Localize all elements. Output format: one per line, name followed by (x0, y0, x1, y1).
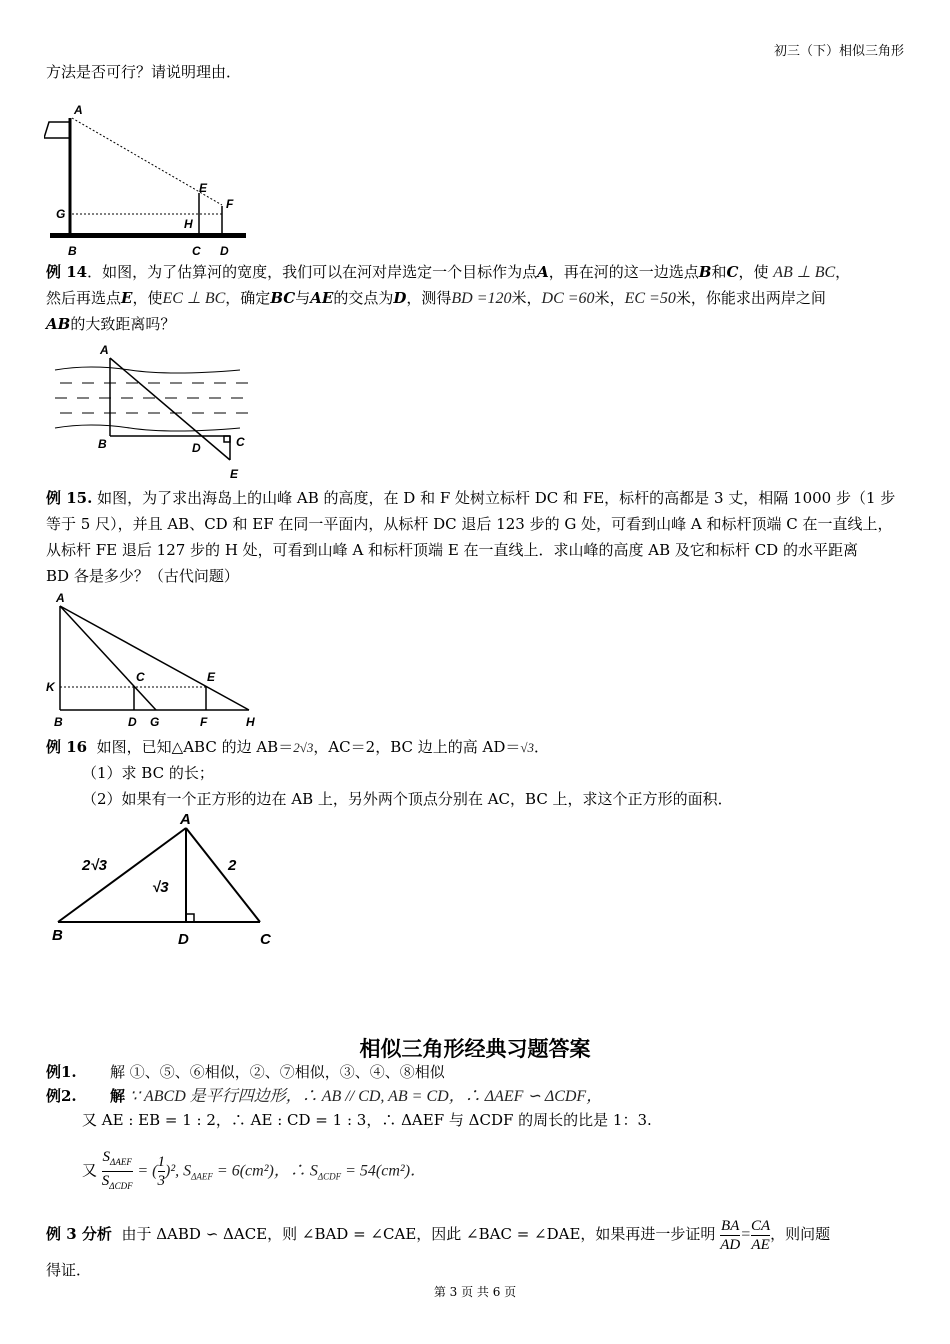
ex16-q2: （2）如果有一个正方形的边在 AB 上，另外两个顶点分别在 AC，BC 上，求这个正方形的面积． (82, 790, 733, 808)
one-third-fraction (158, 1153, 166, 1190)
fig15-label-F: F (200, 715, 208, 729)
answer-2-line2: 又 AE : EB = 1 : 2，∴ AE : CD = 1 : 3，∴ ΔAEF 与 ΔCDF 的周长的比是 1：3. (82, 1111, 652, 1129)
fig16-label-ad: √3 (152, 879, 169, 896)
ex16-q1: （1）求 BC 的长； (82, 764, 214, 782)
frac-den: S (101, 1173, 110, 1189)
answer-1-label: 例1. (46, 1063, 77, 1081)
fig13-label-A: A (74, 103, 83, 117)
fig15-label-H: H (246, 715, 255, 729)
ex14-text: ，测得 (406, 289, 452, 307)
answer-3-text: ，则问题 (770, 1225, 831, 1243)
answer-2-sub: ΔCDF (317, 1171, 342, 1182)
fig14-label-D: D (192, 441, 201, 455)
ex15-text: 如图，为了求出海岛上的山峰 AB 的高度，在 D 和 F 处树立标杆 DC 和 FE，标杆的高都是 3 丈，相隔 1000 步（1 步 (97, 489, 896, 507)
answer-2-sub: ΔAEF (191, 1171, 213, 1182)
ex14-var: A (537, 263, 549, 281)
ex14-text: 与 (295, 289, 311, 307)
fig14-label-B: B (98, 437, 107, 451)
fig16-label-ac: 2 (228, 857, 237, 874)
fig16-label-ab: 2√3 (82, 857, 107, 874)
frac-den: AE (751, 1236, 770, 1253)
ratio-ca-ae (751, 1217, 770, 1254)
answer-3-line2: 得证． (46, 1261, 92, 1279)
ex14-text: ．如图，为了估算河的宽度，我们可以在河对岸选定一个目标作为点 (87, 263, 538, 281)
ex14-text: ，使 (738, 263, 769, 281)
ex14-text: 的大致距离吗？ (70, 315, 176, 333)
ex14-var: E (121, 289, 133, 307)
fig15-label-D: D (128, 715, 137, 729)
ex14-var: AB (46, 315, 71, 333)
fig13-label-C: C (192, 244, 201, 258)
page-header: 初三（下）相似三角形 (773, 44, 904, 59)
figure-ex14 (50, 340, 260, 482)
ex16-label: 例 16 (46, 738, 88, 756)
answer-1-text: 解 ①、⑤、⑥相似，②、⑦相似，③、④、⑧相似 (110, 1063, 445, 1081)
fig16-label-A: A (180, 811, 191, 828)
equals-sign: = (740, 1226, 751, 1243)
frac-num: CA (751, 1217, 771, 1234)
answer-3-label: 例 3 分析 (46, 1225, 112, 1243)
answer-3-line1 (46, 1212, 830, 1257)
ex14-text: 米 (594, 289, 610, 307)
ex14-math: AB ⊥ BC (773, 264, 836, 281)
ex16-stem (46, 737, 549, 758)
ex15-line4: BD 各是多少？（古代问题） (46, 567, 239, 585)
frac-num: BA (721, 1217, 740, 1234)
ex14-text: 米 (511, 289, 527, 307)
ex14-text: 然后再选点 (46, 289, 122, 307)
ex14-math: BD =120 (451, 290, 512, 307)
fig15-label-B: B (54, 715, 63, 729)
fig13-label-H: H (184, 217, 193, 231)
ex14-var: C (726, 263, 739, 281)
answer-2-math: = 54(cm²)． (341, 1162, 427, 1180)
frac-den: AD (720, 1236, 741, 1253)
area-ratio-fraction (102, 1148, 133, 1195)
fig16-label-C: C (260, 931, 271, 948)
ex16-text: ． (534, 738, 550, 756)
fig16-label-D: D (178, 931, 189, 948)
fig13-label-E: E (199, 181, 208, 195)
fig13-label-F: F (226, 197, 234, 211)
ex14-text: 的交点为 (333, 289, 394, 307)
fig15-label-K: K (46, 680, 55, 694)
answer-2-text: 又 (82, 1161, 98, 1180)
frac-num: 1 (157, 1154, 165, 1170)
ratio-ba-ad (720, 1217, 740, 1254)
ex13-tail: 方法是否可行？请说明理由． (46, 63, 242, 81)
answer-2-solution: 解 (110, 1087, 126, 1105)
page-footer: 第 3 页 共 6 页 (433, 1285, 517, 1299)
answer-2-line1 (46, 1086, 602, 1107)
ex14-math: EC ⊥ BC (162, 290, 226, 307)
fig13-label-G: G (56, 207, 66, 221)
fig15-label-A: A (56, 591, 65, 605)
answer-2-math: )², S (165, 1162, 192, 1180)
fig13-label-D: D (220, 244, 229, 258)
frac-num-sub: ΔAEF (110, 1157, 132, 1167)
fig15-label-C: C (136, 670, 145, 684)
ex16-math: √3 (520, 740, 535, 755)
fig14-label-A: A (100, 343, 109, 357)
figure-ex13 (44, 100, 254, 260)
frac-den-sub: ΔCDF (109, 1181, 133, 1191)
ex16-math: 2√3 (293, 740, 314, 755)
ex16-text: ，AC＝2，BC 边上的高 AD＝ (313, 738, 521, 756)
ex14-var: D (393, 289, 407, 307)
answer-3-text: 由于 ΔABD ∽ ΔACE，则 ∠BAD = ∠CAE，因此 ∠BAC = ∠DAE，如果再进一步证明 (121, 1225, 716, 1243)
fig16-label-B: B (52, 927, 63, 944)
ex14-var: BC (270, 289, 296, 307)
ex15-line3: 从标杆 FE 退后 127 步的 H 处，可看到山峰 A 和标杆顶端 E 在一直线上．求山峰的高度 AB 及它和标杆 CD 的水平距离 (46, 541, 858, 559)
ex14-math: DC =60 (541, 290, 595, 307)
answer-1 (46, 1062, 445, 1082)
fig13-label-B: B (68, 244, 77, 258)
ex14-line3 (46, 314, 175, 334)
fig15-label-E: E (207, 670, 216, 684)
answer-2-math: = ( (137, 1162, 158, 1180)
answer-2-math: = 6(cm²)，∴ S (212, 1162, 318, 1180)
frac-num: S (102, 1149, 111, 1165)
ex14-line1: 例 14．如图，为了估算河的宽度，我们可以在河对岸选定一个目标作为点A，再在河的这一边选点B和C，使 AB ⊥ BC， (46, 263, 851, 281)
ex14-label: 例 14 (46, 263, 88, 281)
ex15-line2: 等于 5 尺），并且 AB、CD 和 EF 在同一平面内，从标杆 DC 退后 123 步的 G 处，可看到山峰 A 和标杆顶端 C 在一直线上， (46, 515, 893, 533)
answer-2-line3 (82, 1148, 426, 1194)
answer-2-label: 例2. (46, 1087, 77, 1105)
figure-ex16 (50, 808, 280, 952)
ex14-math: EC =50 (624, 290, 676, 307)
ex14-text: 和 (711, 263, 727, 281)
fig14-label-E: E (230, 467, 239, 481)
ex14-text: ，再在河的这一边选点 (548, 263, 699, 281)
figure-ex15 (44, 590, 274, 732)
ex14-text: ，使 (132, 289, 163, 307)
frac-den: 3 (157, 1173, 165, 1189)
ex14-text: 米，你能求出两岸之间 (675, 289, 826, 307)
answer-2-math: ∵ ABCD 是平行四边形，∴ AB // CD, AB = CD，∴ ΔAEF ∽ ΔCDF， (129, 1088, 603, 1105)
ex14-var: B (698, 263, 712, 281)
ex15-line1 (46, 488, 895, 508)
fig15-label-G: G (150, 715, 160, 729)
ex15-label: 例 15. (46, 489, 93, 507)
ex14-line2: 然后再选点E，使EC ⊥ BC，确定BC与AE的交点为D，测得BD =120米，DC =60米，EC =50米，你能求出两岸之间 (46, 289, 826, 307)
fig14-label-C: C (236, 435, 245, 449)
ex16-text: 如图，已知△ABC 的边 AB＝ (96, 738, 294, 756)
answers-title: 相似三角形经典习题答案 (359, 1037, 591, 1061)
ex14-var: AE (310, 289, 334, 307)
ex14-text: ，确定 (225, 289, 271, 307)
